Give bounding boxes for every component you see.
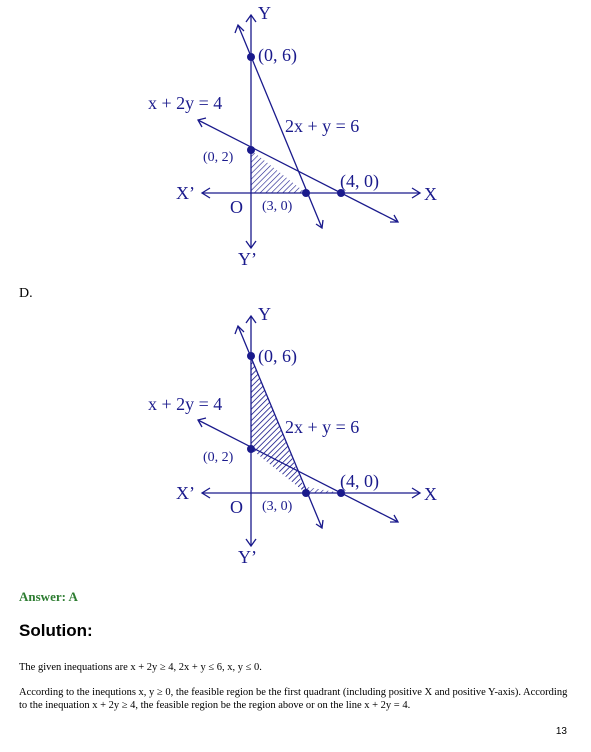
page-number: 13 <box>555 726 567 737</box>
y-axis-label: Y <box>258 3 271 23</box>
origin-label: O <box>230 197 243 217</box>
label-0-6: (0, 6) <box>258 45 297 65</box>
label-0-2: (0, 2) <box>203 450 234 465</box>
label-line1: x + 2y = 4 <box>148 93 223 113</box>
label-3-0: (3, 0) <box>262 199 293 214</box>
x-axis-label: X <box>424 484 437 504</box>
point-0-2 <box>247 146 255 154</box>
graph-bottom <box>0 298 591 598</box>
answer-label: Answer: A <box>19 589 78 604</box>
label-line2: 2x + y = 6 <box>285 116 360 136</box>
label-0-6: (0, 6) <box>258 346 297 366</box>
point-0-6 <box>247 53 255 61</box>
x-axis-label: X <box>424 184 437 204</box>
label-0-2: (0, 2) <box>203 150 234 165</box>
label-3-0: (3, 0) <box>262 499 293 514</box>
solution-heading: Solution: <box>19 621 93 640</box>
x-neg-label: X’ <box>176 183 195 203</box>
point-0-2 <box>247 445 255 453</box>
y-neg-label: Y’ <box>238 547 257 567</box>
label-line2: 2x + y = 6 <box>285 417 360 437</box>
y-axis-label: Y <box>258 304 271 324</box>
origin-label: O <box>230 497 243 517</box>
y-neg-label: Y’ <box>238 249 257 269</box>
point-3-0 <box>302 489 310 497</box>
x-neg-label: X’ <box>176 483 195 503</box>
label-4-0: (4, 0) <box>340 471 379 491</box>
solution-paragraph-1: The given inequations are x + 2y ≥ 4, 2x + y ≤ 6, x, y ≤ 0. <box>19 662 262 673</box>
label-line1: x + 2y = 4 <box>148 394 223 414</box>
option-label: D. <box>19 286 33 301</box>
graph-top <box>0 0 591 300</box>
label-4-0: (4, 0) <box>340 171 379 191</box>
point-3-0 <box>302 189 310 197</box>
solution-paragraph-2: According to the inequtions x, y ≥ 0, the feasible region be the first quadrant (including positive X and positive Y-axis). According to the inequation x + 2y ≥ 4, the feasible region be the region above or on the line x + 2y = 4. <box>19 687 568 711</box>
point-0-6 <box>247 352 255 360</box>
